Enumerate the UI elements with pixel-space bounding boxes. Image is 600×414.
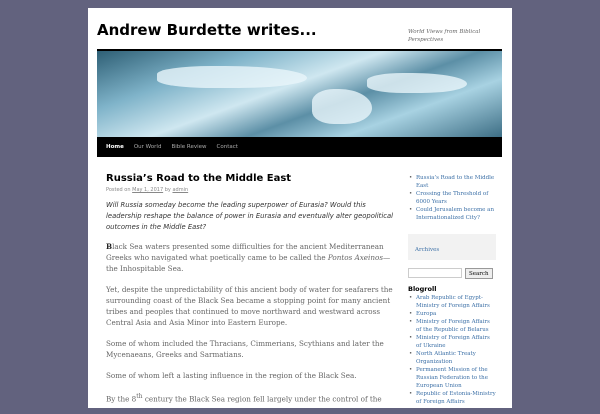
nav-bible-review[interactable]: Bible Review: [171, 144, 207, 150]
drop-initial: B: [106, 242, 113, 251]
blogroll-title: Blogroll: [408, 285, 437, 293]
post-title[interactable]: Russia’s Road to the Middle East: [106, 173, 292, 184]
text: century the Black Sea region fell largely under the control of the: [142, 394, 382, 404]
paragraph: [106, 391, 396, 404]
sidebar: [408, 174, 496, 406]
post-intro: Will Russia someday become the leading superpower of Eurasia? Would this leadership reshape the balance of power in Eurasia and eventually alter geopolitical outcomes in the Middle East?: [106, 201, 394, 231]
search-input[interactable]: [408, 268, 462, 278]
nav-our-world[interactable]: Our World: [133, 144, 162, 150]
blogroll-link[interactable]: • North Atlantic Treaty Organization: [408, 350, 496, 366]
blogroll-link[interactable]: • Ministry of Foreign Affairs of the Republic of Belarus: [408, 318, 496, 334]
recent-post-link[interactable]: • Could Jerusalem become an Internationalized City?: [408, 206, 496, 222]
by-label: by: [164, 187, 171, 193]
text: By the 8: [106, 394, 137, 404]
sup: th: [136, 393, 143, 400]
site-title[interactable]: Andrew Burdette writes...: [97, 21, 317, 39]
blogroll-list: [408, 294, 496, 406]
search-form: [408, 268, 496, 279]
recent-post-link[interactable]: • Crossing the Threshold of 6000 Years: [408, 190, 496, 206]
header-banner-image: [97, 49, 502, 137]
recent-posts: [408, 174, 496, 222]
blogroll-link[interactable]: • Ministry of Foreign Affairs of Ukraine: [408, 334, 496, 350]
site-description: World Views from Biblical Perspectives: [408, 29, 481, 43]
recent-post-link[interactable]: • Russia’s Road to the Middle East: [408, 174, 496, 190]
blogroll-link[interactable]: • Republic of Estonia-Ministry of Foreign Affairs: [408, 390, 496, 406]
archives-link[interactable]: Archives: [408, 234, 496, 260]
post-meta: [106, 187, 396, 193]
search-button[interactable]: Search: [465, 268, 493, 279]
author-link[interactable]: admin: [172, 187, 189, 193]
text: —the Inhospitable Sea.: [106, 253, 391, 273]
nav-home[interactable]: Home: [106, 144, 124, 150]
posted-on-label: Posted on: [106, 187, 131, 193]
paragraph: [106, 241, 396, 274]
main-nav: [97, 137, 502, 157]
paragraph: Some of whom included the Thracians, Cimmerians, Scythians and later the Mycenaeans, Greeks and Sarmatians.: [106, 339, 384, 359]
paragraph: Some of whom left a lasting influence in the region of the Black Sea.: [106, 371, 357, 380]
emphasis: Pontos Axeinos: [327, 253, 384, 262]
page: [88, 8, 512, 408]
nav-contact[interactable]: Contact: [216, 144, 238, 150]
paragraph: Yet, despite the unpredictability of this ancient body of water for seafarers the surrounding coast of the Black Sea became a stopping point for many ancient tribes and peoples that continued to move northward and westward across Central Asia and Asia Minor into Eastern Europe.: [106, 285, 393, 327]
post-date-link[interactable]: May 1, 2017: [132, 187, 164, 193]
blogroll-link[interactable]: • Permanent Mission of the Russian Federation to the European Union: [408, 366, 496, 390]
text: lack Sea waters presented some difficulties for the ancient Mediterranean Greeks who navigated what poetically came to be called the: [106, 242, 384, 262]
blogroll-link[interactable]: • Europa: [408, 310, 496, 318]
blogroll-link[interactable]: • Arab Republic of Egypt-Ministry of Foreign Affairs: [408, 294, 496, 310]
post: [106, 173, 396, 414]
